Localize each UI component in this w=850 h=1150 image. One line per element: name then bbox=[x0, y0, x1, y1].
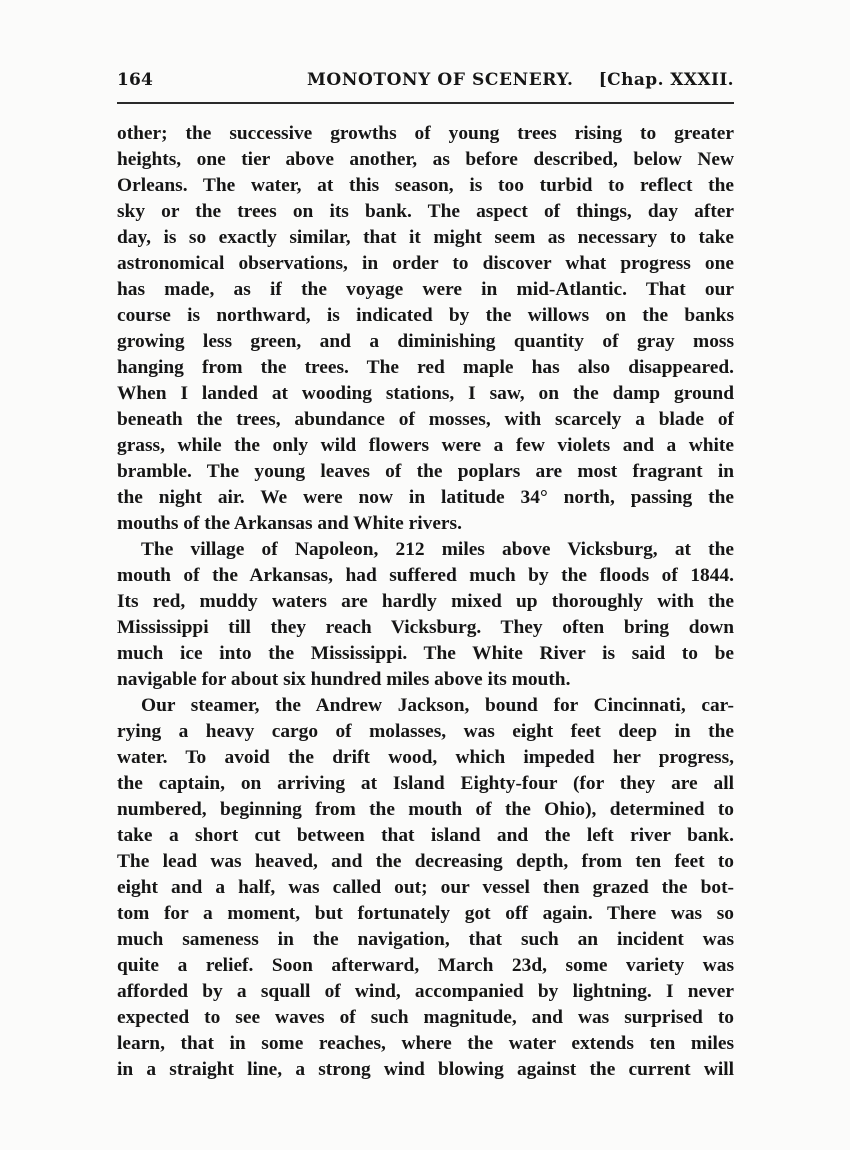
text-line: quite a relief. Soon afterward, March 23d, some variety was bbox=[117, 955, 734, 976]
text-line: learn, that in some reaches, where the water extends ten miles bbox=[117, 1033, 734, 1054]
text-line: water. To avoid the drift wood, which impeded her progress, bbox=[117, 747, 734, 768]
text-line: the night air. We were now in latitude 34° north, passing the bbox=[117, 487, 734, 508]
text-line: beneath the trees, abundance of mosses, with scarcely a blade of bbox=[117, 409, 734, 430]
text-line: rying a heavy cargo of molasses, was eight feet deep in the bbox=[117, 721, 734, 742]
text-line: The village of Napoleon, 212 miles above Vicksburg, at the bbox=[141, 539, 734, 560]
text-line: has made, as if the voyage were in mid-Atlantic. That our bbox=[117, 279, 734, 300]
text-line: navigable for about six hundred miles above its mouth. bbox=[117, 669, 571, 690]
text-line: sky or the trees on its bank. The aspect of things, day after bbox=[117, 201, 734, 222]
running-head bbox=[117, 66, 734, 96]
running-title: MONOTONY OF SCENERY. bbox=[307, 70, 574, 90]
text-line: astronomical observations, in order to discover what progress one bbox=[117, 253, 734, 274]
text-line: much sameness in the navigation, that such an incident was bbox=[117, 929, 734, 950]
page-number: 164 bbox=[117, 70, 154, 90]
text-line: the captain, on arriving at Island Eighty-four (for they are all bbox=[117, 773, 734, 794]
text-line: other; the successive growths of young trees rising to greater bbox=[117, 123, 734, 144]
chapter-reference: [Chap. XXXII. bbox=[598, 70, 734, 90]
text-line: When I landed at wooding stations, I saw, on the damp ground bbox=[117, 383, 734, 404]
text-line: numbered, beginning from the mouth of the Ohio), determined to bbox=[117, 799, 734, 820]
text-line: growing less green, and a diminishing quantity of gray moss bbox=[117, 331, 734, 352]
text-line: take a short cut between that island and the left river bank. bbox=[117, 825, 734, 846]
text-line: grass, while the only wild flowers were a few violets and a white bbox=[117, 435, 734, 456]
text-line: day, is so exactly similar, that it might seem as necessary to take bbox=[117, 227, 734, 248]
text-line: eight and a half, was called out; our vessel then grazed the bot- bbox=[117, 877, 734, 898]
text-line: course is northward, is indicated by the willows on the banks bbox=[117, 305, 734, 326]
text-line: expected to see waves of such magnitude, and was surprised to bbox=[117, 1007, 734, 1028]
text-line: The lead was heaved, and the decreasing depth, from ten feet to bbox=[117, 851, 734, 872]
body-text bbox=[117, 121, 734, 1083]
text-line: Orleans. The water, at this season, is too turbid to reflect the bbox=[117, 175, 734, 196]
text-line: Its red, muddy waters are hardly mixed up thoroughly with the bbox=[117, 591, 734, 612]
header-rule bbox=[117, 102, 734, 104]
text-line: much ice into the Mississippi. The White River is said to be bbox=[117, 643, 734, 664]
text-line: bramble. The young leaves of the poplars are most fragrant in bbox=[117, 461, 734, 482]
text-line: mouth of the Arkansas, had suffered much by the floods of 1844. bbox=[117, 565, 734, 586]
text-line: heights, one tier above another, as before described, below New bbox=[117, 149, 734, 170]
text-line: tom for a moment, but fortunately got off again. There was so bbox=[117, 903, 734, 924]
text-line: in a straight line, a strong wind blowing against the current will bbox=[117, 1059, 734, 1080]
text-line: mouths of the Arkansas and White rivers. bbox=[117, 513, 462, 534]
text-line: hanging from the trees. The red maple has also disappeared. bbox=[117, 357, 734, 378]
text-line: Our steamer, the Andrew Jackson, bound for Cincinnati, car- bbox=[141, 695, 734, 716]
text-line: Mississippi till they reach Vicksburg. They often bring down bbox=[117, 617, 734, 638]
text-line: afforded by a squall of wind, accompanied by lightning. I never bbox=[117, 981, 734, 1002]
